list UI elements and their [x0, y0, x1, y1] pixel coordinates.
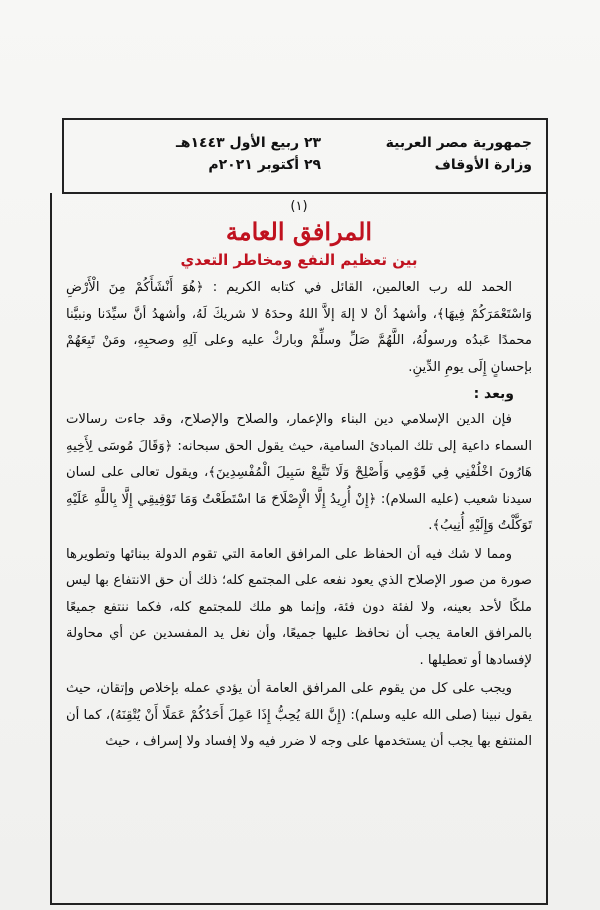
paragraph-1: فإن الدين الإسلامي دين البناء والإعمار، والصلاح والإصلاح، وقد جاءت رسالات السماء داعية إلى تلك المبادئ السامية، حيث يقول الحق سبحانه: ﴿وَقَالَ مُوسَى لِأَخِيهِ هَارُونَ اخْلُفْنِي فِي قَوْمِي وَأَصْلِحْ وَلَا تَتَّبِعْ سَبِيلَ الْمُفْسِدِينَ﴾، ويقول تعالى على لسان سيدنا شعيب (عليه السلام): ﴿إِنْ أُرِيدُ إِلَّا الْإِصْلَاحَ مَا اسْتَطَعْتُ وَمَا تَوْفِيقِي إِلَّا بِاللَّهِ عَلَيْهِ تَوَكَّلْتُ وَإِلَيْهِ أُنِيبُ﴾.	[66, 412, 532, 533]
sermon-subtitle: بين تعظيم النفع ومخاطر التعدي	[180, 251, 418, 269]
opening-paragraph: الحمد لله رب العالمين، القائل في كتابه الكريم : ﴿هُوَ أَنْشَأَكُمْ مِنَ الْأَرْضِ وَاسْتَعْمَرَكُمْ فِيهَا﴾، وأشهدُ أنْ لا إلهَ إلاَّ اللهُ وحدَهُ لا شريكَ لَهُ، وأشهدُ أنَّ سيِّدَنا ونبيَّنا محمدًا عَبدُه ورسولُهُ، اللَّهُمَّ صَلِّ وسلِّمْ وباركْ عليه وعلى آلِهِ وصحبِهِ، ومَنْ تَبِعَهُمْ بإحسانٍ إِلَى يومِ الدِّينِ.	[66, 280, 532, 375]
paragraph-2: ومما لا شك فيه أن الحفاظ على المرافق العامة التي تقوم الدولة ببنائها وتطويرها صورة من صور الإصلاح الذي يعود نفعه على المجتمع كله؛ ذلك أن حق الانتفاع بها ليس ملكًا لأحد بعينه، ولا لفئة دون فئة، وإنما هو ملك للمجتمع كله، فكما ننتفع جميعًا بالمرافق العامة يجب أن نحافظ عليها جميعًا، وأن نغل يد المفسدين عن أي محاولة لإفسادها أو تعطيلها .	[66, 546, 532, 668]
sermon-number: (١)	[290, 199, 308, 214]
sermon-body	[50, 193, 548, 905]
paragraph-3: ويجب على كل من يقوم على المرافق العامة أن يؤدي عمله بإخلاص وإتقان، حيث يقول نبينا (صلى الله عليه وسلم): (إِنَّ اللهَ يُحِبُّ إِذَا عَمِلَ أَحَدُكُمْ عَمَلًا أَنْ يُتْقِنَهُ)، كما أن المنتفع بها يجب أن يستخدمها على وجه لا ضرر فيه ولا إفساد ولا إسراف ، حيث	[66, 681, 532, 749]
date-block	[176, 132, 321, 176]
country-name: جمهورية مصر العربية	[385, 135, 532, 151]
ministry-name: وزارة الأوقاف	[434, 157, 532, 173]
gregorian-date: ٢٩ أكتوبر ٢٠٢١م	[208, 157, 322, 173]
wabaad-heading: وبعد :	[473, 386, 514, 402]
issuer-block	[386, 132, 532, 176]
document-header	[62, 118, 548, 194]
sermon-title: المرافق العامة	[225, 217, 373, 246]
hijri-date: ٢٣ ربيع الأول ١٤٤٣هـ	[176, 135, 322, 151]
